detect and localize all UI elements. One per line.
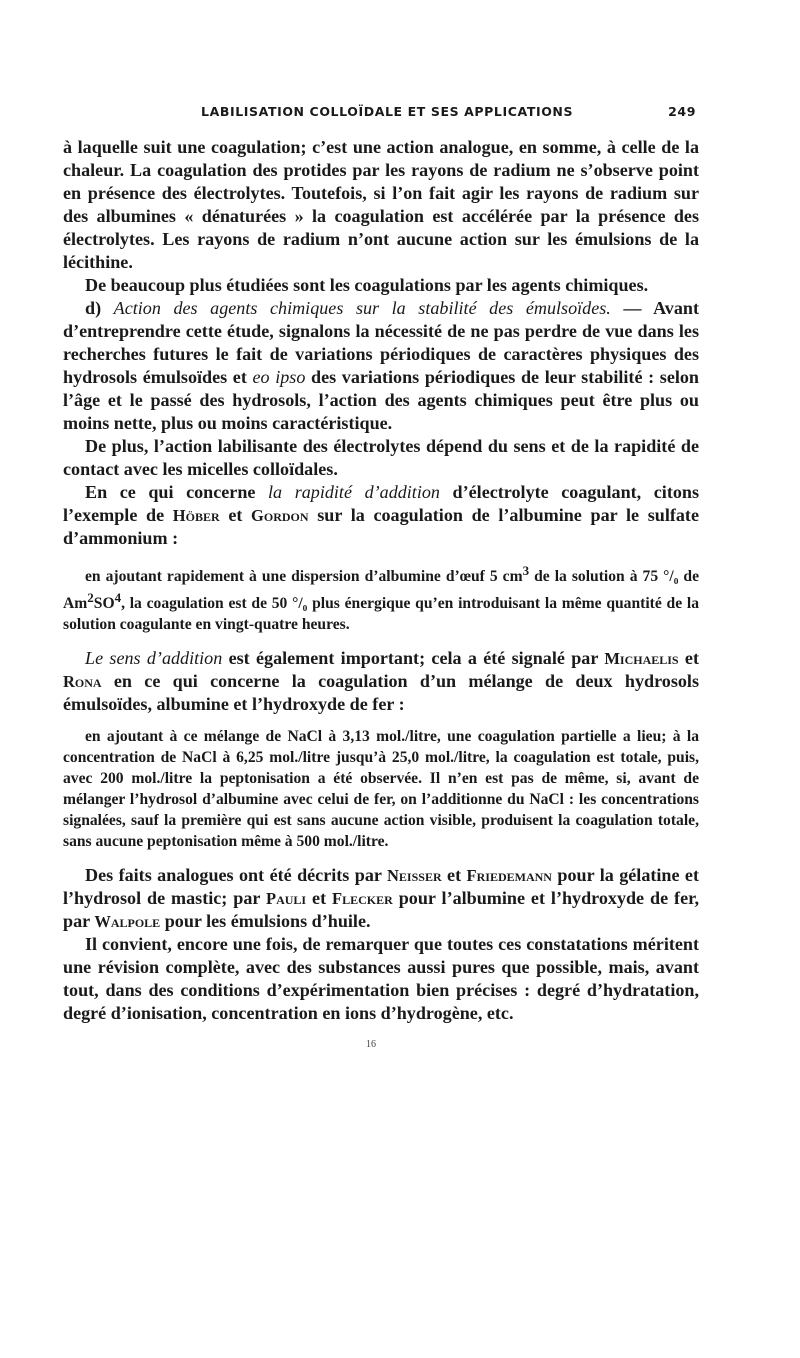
paragraph-8: Il convient, encore une fois, de remarquer que toutes ces constatations méritent une révision complète, avec des substances aussi pures que possible, mais, avant tout, dans des conditions d’expérimentation bien précises : degré d’hydratation, degré d’ionisation, concentration en ions d’hydrogène, etc. bbox=[63, 934, 699, 1024]
paragraph-6-text-c: en ce qui concerne la coagulation d’un mélange de deux hydrosols émulsoïdes, albumine et l’hydroxyde de fer : bbox=[63, 671, 699, 715]
superscript: 2 bbox=[87, 590, 94, 606]
paragraph-7-text-b: et bbox=[441, 865, 467, 886]
paragraph-7-text-d: et bbox=[306, 888, 333, 909]
paragraph-4: De plus, l’action labilisante des électrolytes dépend du sens et de la rapidité de contact avec les micelles colloïdales. bbox=[63, 436, 699, 479]
paragraph-3 bbox=[63, 297, 699, 435]
superscript: 3 bbox=[522, 563, 530, 578]
quotation-2: en ajoutant à ce mélange de NaCl à 3,13 mol./litre, une coagulation partielle a lieu; à la concentration de NaCl à 6,25 mol./litre jusqu’à 25,0 mol./litre, la coagulation est totale, puis, avec 200 mol./litre la peptonisation a été observée. Il n’en est pas de même, si, avant de mélanger l’hydrosol d’albumine avec celui de fer, on l’additionne du NaCl : les concentrations signalées, sauf la première qui est sans aucune action visible, produisent la coagulation totale, sans aucune peptonisation même à 500 mol./litre. bbox=[63, 728, 699, 851]
section-label: d) bbox=[85, 298, 114, 318]
section-heading: Action des agents chimiques sur la stabilité des émulsoïdes. bbox=[113, 298, 611, 318]
page bbox=[63, 104, 699, 1050]
author-friedemann: Friedemann bbox=[466, 866, 552, 886]
author-gordon: Gordon bbox=[251, 506, 309, 525]
paragraph-5-text-d: sur la coagulation de l’albumine par le sulfate d’ammonium : bbox=[63, 505, 699, 548]
body-text bbox=[63, 136, 699, 1025]
page-number: 249 bbox=[668, 104, 696, 119]
paragraph-7-text-c: pour la gélatine et l’hydrosol de mastic; par bbox=[63, 865, 699, 909]
paragraph-5-text-c: et bbox=[219, 505, 252, 525]
emphasis-sens: Le sens d’addition bbox=[85, 648, 223, 669]
running-title: LABILISATION COLLOÏDALE ET SES APPLICATIONS bbox=[201, 104, 574, 119]
author-michaelis: Michaelis bbox=[604, 649, 679, 669]
paragraph-6-text-a: est également important; cela a été signalé par bbox=[222, 648, 605, 669]
emphasis-rapidite: la rapidité d’addition bbox=[268, 482, 440, 502]
quotation-1-text-a: en ajoutant rapidement à une dispersion d’albumine d’œuf 5 cm bbox=[85, 568, 523, 586]
paragraph-2: De beaucoup plus étudiées sont les coagulations par les agents chimiques. bbox=[85, 275, 649, 295]
author-neisser: Neisser bbox=[387, 866, 442, 886]
author-flecker: Flecker bbox=[332, 889, 393, 909]
paragraph-6 bbox=[63, 647, 699, 716]
quotation-1-text-d: , la coagulation est de 50 °/₀ plus énergique qu’en introduisant la même quantité de la solution coagulante en vingt-quatre heures. bbox=[63, 595, 699, 634]
paragraph-5-text-a: En ce qui concerne bbox=[85, 482, 269, 502]
author-walpole: Walpole bbox=[94, 912, 161, 932]
author-pauli: Pauli bbox=[266, 889, 307, 909]
signature-mark: 16 bbox=[366, 1039, 376, 1051]
paragraph-5 bbox=[63, 481, 699, 550]
paragraph-1: à laquelle suit une coagulation; c’est une action analogue, en somme, à celle de la chaleur. La coagulation des protides par les rayons de radium ne s’observe point en présence des électrolytes. Toutefois, si l’on fait agir les rayons de radium sur des albumines « dénaturées » la coagulation est accélérée par la présence des électrolytes. Les rayons de radium n’ont aucune action sur les émulsions de la lécithine. bbox=[63, 137, 699, 272]
quotation-1-text-c: SO bbox=[93, 595, 115, 613]
latin-phrase: eo ipso bbox=[252, 367, 306, 387]
quotation-1-text-b: de la solution à 75 °/₀ de Am bbox=[63, 568, 699, 613]
paragraph-3-text-2: des variations périodiques de leur stabilité : selon l’âge et le passé des hydrosols, l’action des agents chimiques peut être plus ou moins nette, plus ou moins caractéristique. bbox=[63, 367, 699, 433]
author-rona: Rona bbox=[63, 672, 102, 692]
superscript: 4 bbox=[114, 590, 122, 606]
paragraph-7 bbox=[63, 864, 699, 933]
quotation-1 bbox=[63, 560, 699, 635]
author-hober: Höber bbox=[172, 506, 220, 525]
paragraph-7-text-e: pour l’albumine et l’hydroxyde de fer, par bbox=[63, 888, 699, 932]
paragraph-5-text-b: d’électrolyte coagulant, citons l’exemple de bbox=[63, 482, 699, 525]
paragraph-7-text-f: pour les émulsions d’huile. bbox=[160, 911, 371, 932]
paragraph-6-text-b: et bbox=[678, 648, 699, 669]
running-head bbox=[63, 104, 699, 128]
paragraph-7-text-a: Des faits analogues ont été décrits par bbox=[85, 865, 388, 886]
paragraph-3-text: — Avant d’entreprendre cette étude, signalons la nécessité de ne pas perdre de vue dans les recherches futures le fait de variations périodiques de caractères physiques des hydrosols émulsoïdes et bbox=[63, 298, 699, 387]
